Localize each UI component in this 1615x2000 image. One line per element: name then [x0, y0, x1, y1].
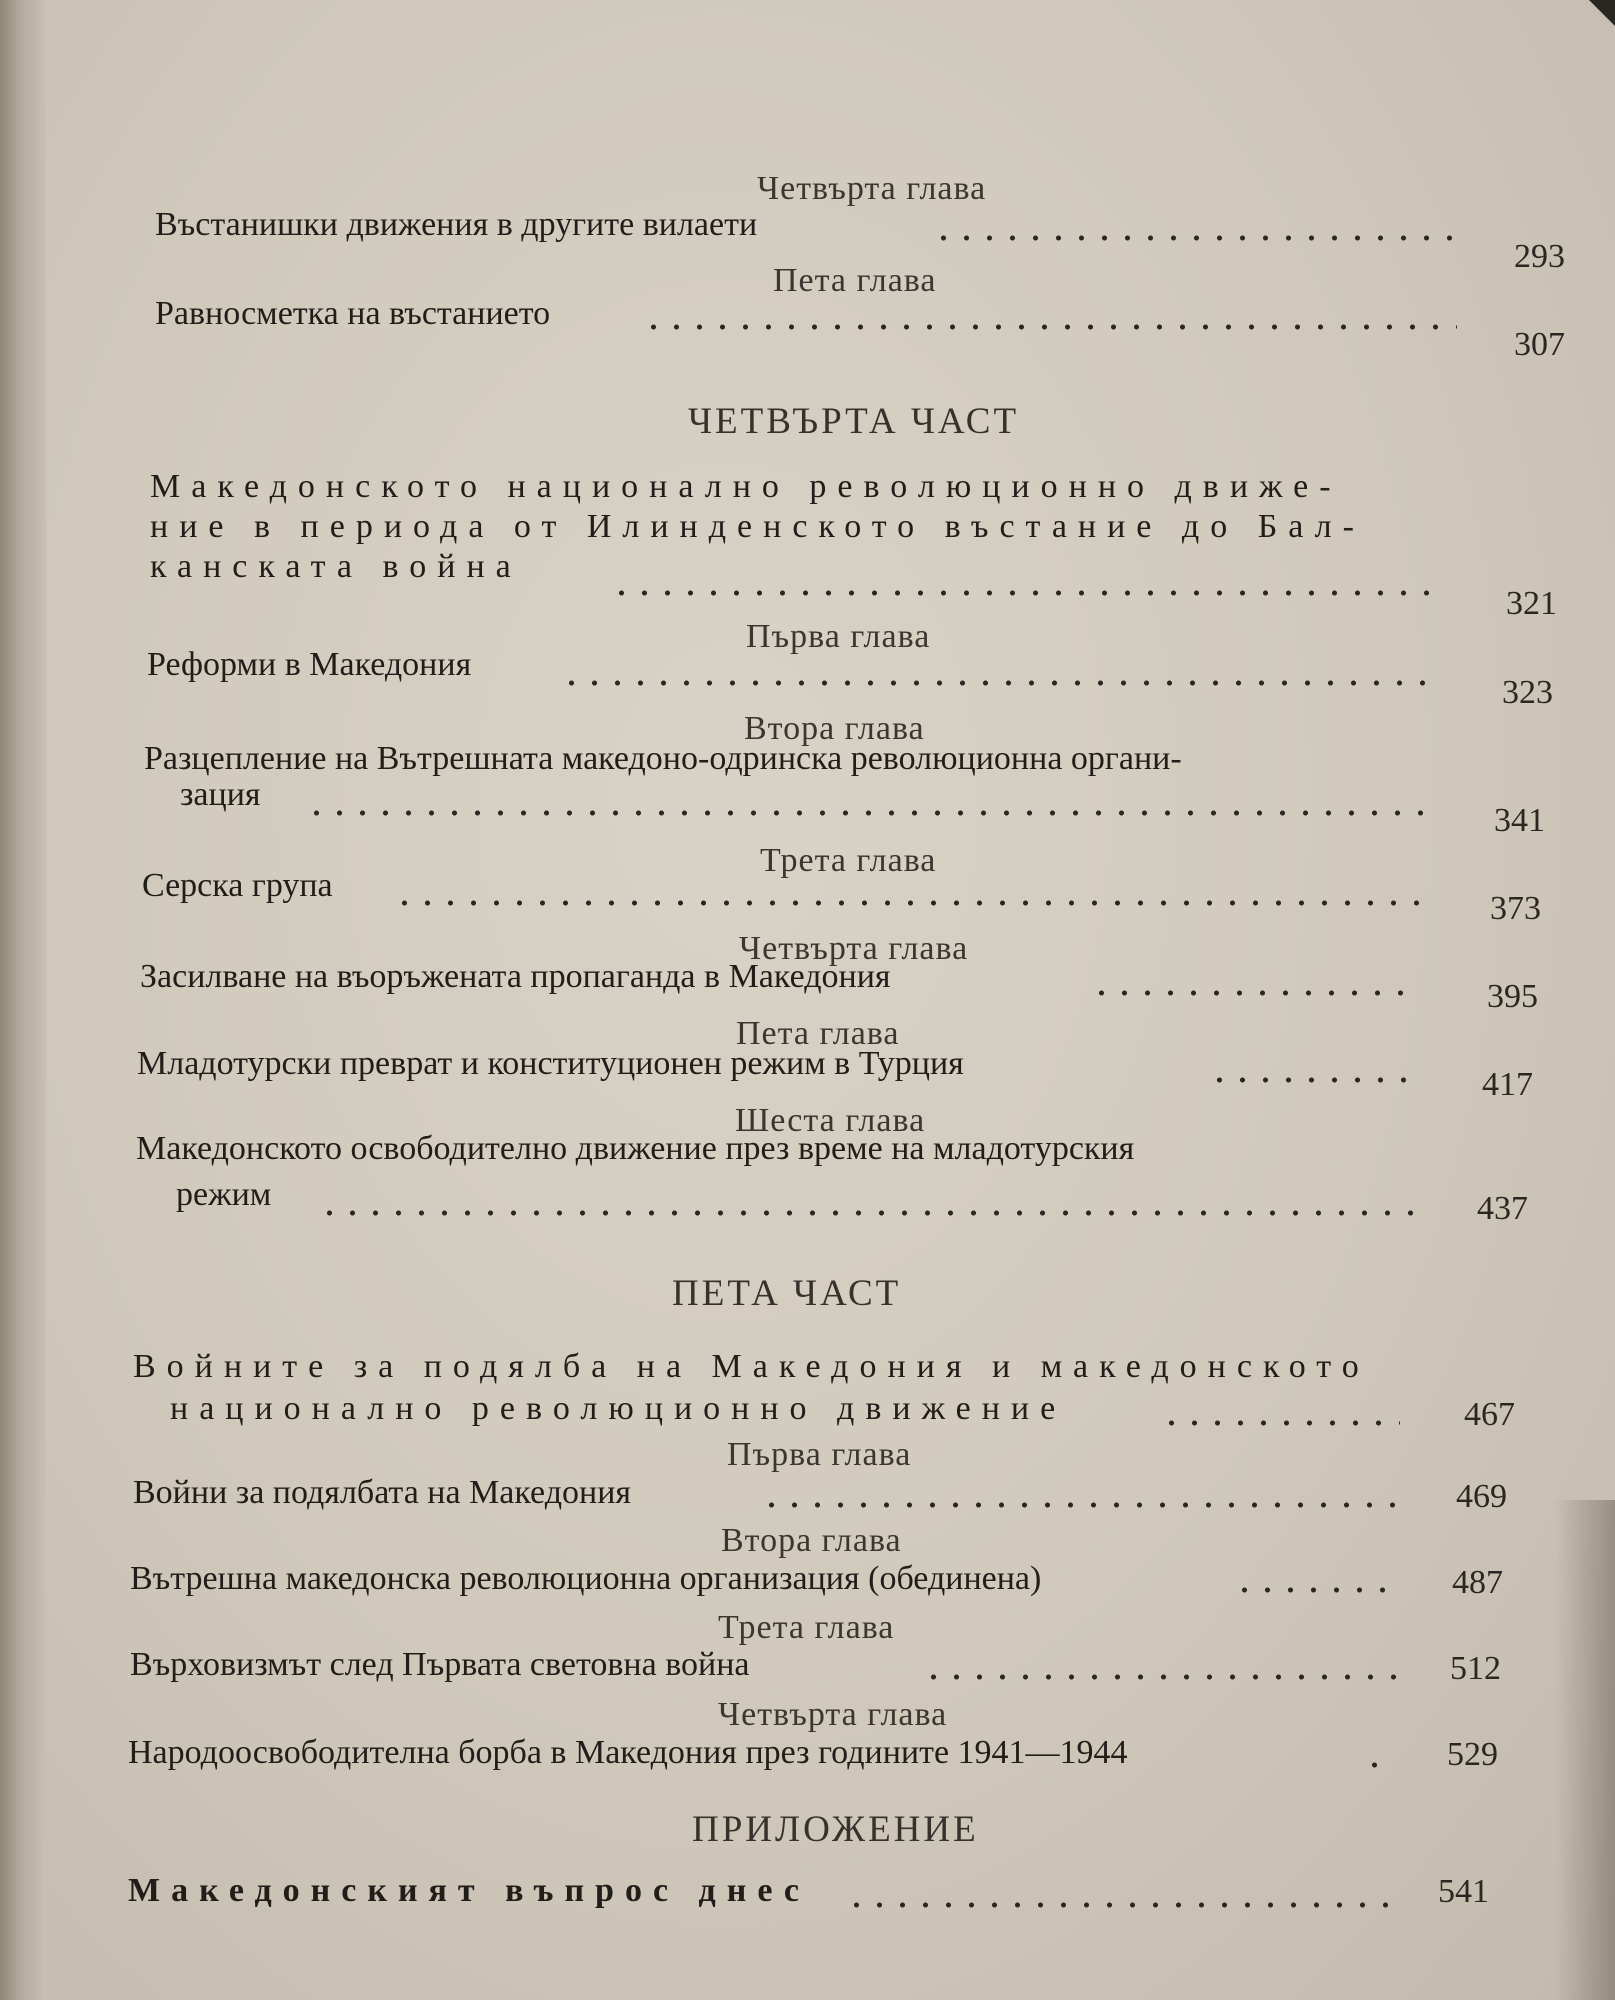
dot-leader — [1090, 988, 1420, 998]
toc-entry-title: Равносметка на въстанието — [155, 295, 551, 332]
page-number: 467 — [1464, 1396, 1515, 1433]
toc-entry-title: Серска група — [142, 867, 333, 904]
page-number: 323 — [1502, 674, 1553, 711]
chapter-heading: Трета глава — [760, 842, 937, 879]
toc-entry-title: Македонското национално революционно движе- — [150, 468, 1342, 505]
part-heading: ПЕТА ЧАСТ — [672, 1273, 902, 1314]
toc-entry-title: Македонското освободително движение през време на младотурския — [136, 1130, 1135, 1167]
page-number: 529 — [1447, 1736, 1498, 1773]
toc-entry-title: национално революционно движение — [170, 1390, 1067, 1427]
toc-entry-title: Вътрешна македонска революционна организация (обединена) — [130, 1560, 1042, 1597]
toc-entry-title: зация — [180, 776, 261, 813]
toc-entry-title: ние в периода от Илинденското въстание до Бал- — [150, 508, 1365, 545]
page-number: 417 — [1482, 1066, 1533, 1103]
page-number: 321 — [1506, 585, 1557, 622]
chapter-heading: Втора глава — [721, 1522, 902, 1559]
page-number: 307 — [1514, 326, 1565, 363]
toc-entry-title: Войни за подялбата на Македония — [133, 1474, 632, 1511]
toc-entry-title: Войните за подялба на Македония и македонското — [133, 1348, 1370, 1385]
chapter-heading: Четвърта глава — [739, 930, 969, 967]
dot-leader — [932, 233, 1457, 243]
dot-leader — [760, 1500, 1400, 1510]
dot-leader — [1233, 1585, 1398, 1595]
dot-leader — [1208, 1075, 1413, 1085]
chapter-heading: Втора глава — [744, 710, 925, 747]
chapter-heading: Първа глава — [727, 1436, 912, 1473]
dot-leader — [845, 1900, 1390, 1910]
page-number: 541 — [1438, 1873, 1489, 1910]
page-number: 437 — [1477, 1190, 1528, 1227]
page-number: 341 — [1494, 802, 1545, 839]
dot-leader — [305, 808, 1435, 818]
dot-leader — [1160, 1418, 1400, 1428]
toc-entry-title: Разцепление на Вътрешната македоно-одринска революционна органи- — [144, 740, 1182, 777]
toc-entry-title: Засилване на въоръжената пропаганда в Македония — [140, 958, 891, 995]
dot-leader — [1363, 1760, 1383, 1770]
page-number: 395 — [1487, 978, 1538, 1015]
chapter-heading: Първа глава — [746, 618, 931, 655]
dot-leader — [318, 1208, 1413, 1218]
toc-entry-title: канската война — [150, 548, 522, 585]
toc-entry-title: режим — [176, 1176, 272, 1213]
toc-entry-title: Младотурски преврат и конституционен режим в Турция — [137, 1045, 964, 1082]
page-number: 469 — [1456, 1478, 1507, 1515]
chapter-heading: Трета глава — [718, 1609, 895, 1646]
toc-entry-title: Реформи в Македония — [147, 646, 472, 683]
chapter-heading: Четвърта глава — [718, 1696, 948, 1733]
dot-leader — [610, 588, 1447, 598]
part-heading: ЧЕТВЪРТА ЧАСТ — [688, 401, 1020, 442]
dot-leader — [922, 1672, 1397, 1682]
dot-leader — [560, 678, 1440, 688]
chapter-heading: Шеста глава — [735, 1102, 926, 1139]
page-number: 293 — [1514, 238, 1565, 275]
toc-entry-title: Народоосвободителна борба в Македония през годините 1941—1944 — [128, 1734, 1128, 1771]
page-number: 487 — [1452, 1564, 1503, 1601]
chapter-heading: Четвърта глава — [757, 170, 987, 207]
dot-leader — [642, 322, 1457, 332]
dot-leader — [393, 898, 1428, 908]
toc-entry-title: Върховизмът след Първата световна война — [130, 1646, 750, 1683]
toc-entry-title: Македонският въпрос днес — [128, 1872, 810, 1909]
part-heading: ПРИЛОЖЕНИЕ — [692, 1809, 979, 1850]
chapter-heading: Пета глава — [773, 262, 937, 299]
toc-entry-title: Въстанишки движения в другите вилаети — [155, 206, 758, 243]
page-number: 512 — [1450, 1650, 1501, 1687]
chapter-heading: Пета глава — [736, 1015, 900, 1052]
page-number: 373 — [1490, 890, 1541, 927]
